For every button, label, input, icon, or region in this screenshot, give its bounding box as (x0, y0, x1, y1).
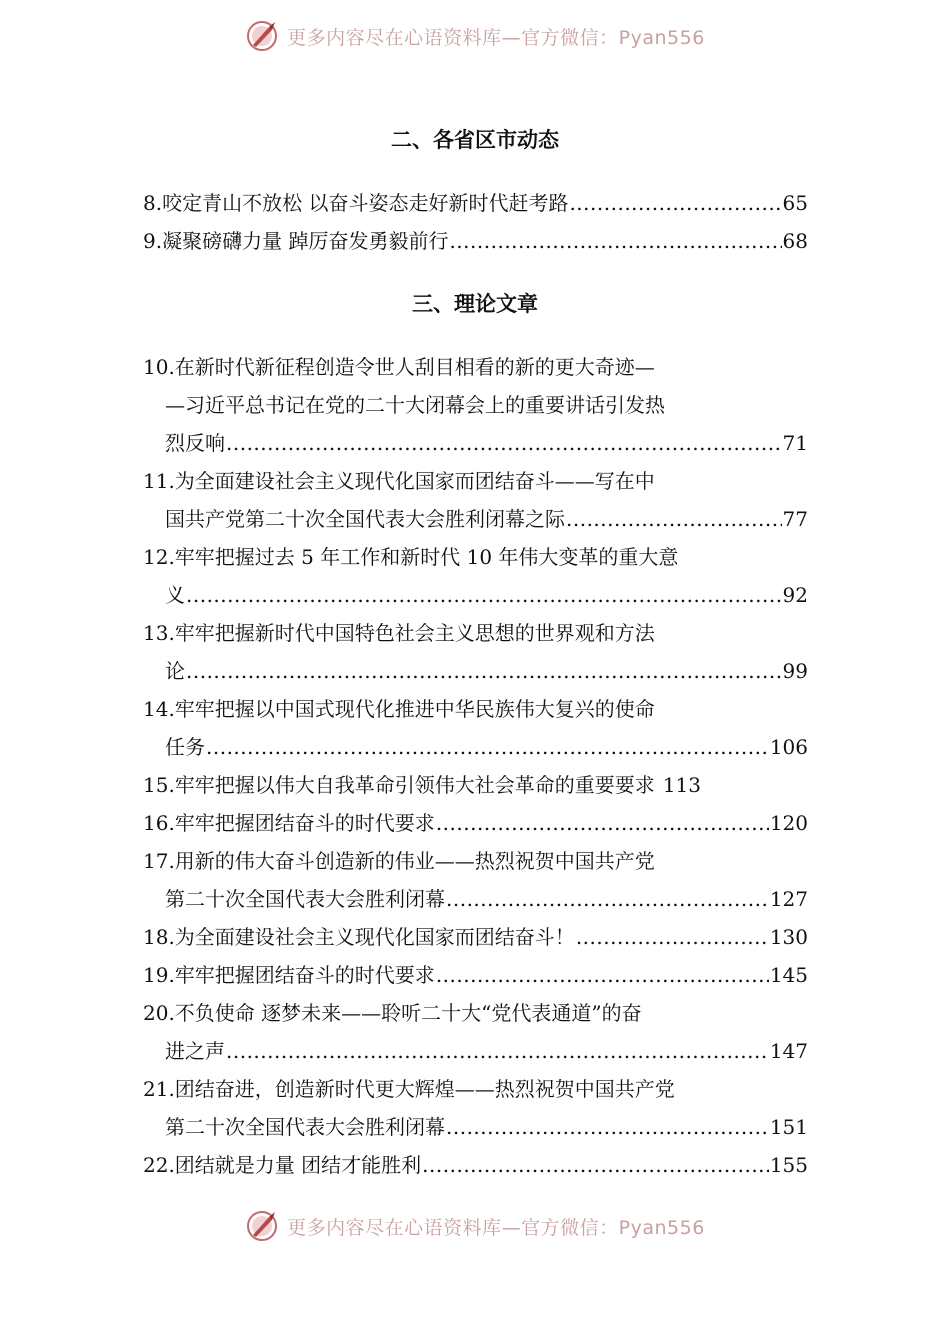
entry-title: 19.牢牢把握团结奋斗的时代要求 (143, 963, 435, 987)
dot-leader (569, 184, 781, 222)
toc-entry[interactable] (143, 690, 808, 766)
entry-page: 145 (769, 963, 808, 987)
entry-page: 113 (662, 773, 701, 797)
dot-leader (566, 500, 782, 538)
entry-title-line: 任务 (165, 735, 205, 759)
entry-title-line: 义 (165, 583, 185, 607)
watermark-text: 更多内容尽在心语资料库—官方微信：Pyan556 (287, 1216, 705, 1239)
toc-entry[interactable] (143, 994, 808, 1070)
entry-title-line: 10.在新时代新征程创造令世人刮目相看的新的更大奇迹— (143, 355, 655, 379)
entry-title-line: 论 (165, 659, 185, 683)
entry-page: 147 (769, 1039, 808, 1063)
entry-title-line: 第二十次全国代表大会胜利闭幕 (165, 887, 445, 911)
quill-pen-logo-icon (245, 19, 279, 53)
entry-page: 68 (782, 229, 808, 253)
entry-title: 9.凝聚磅礴力量 踔厉奋发勇毅前行 (143, 229, 449, 253)
entry-title: 16.牢牢把握团结奋斗的时代要求 (143, 811, 435, 835)
toc-entry[interactable] (143, 842, 808, 918)
toc-entry[interactable] (143, 956, 808, 994)
entry-title-line: 11.为全面建设社会主义现代化国家而团结奋斗——写在中 (143, 469, 655, 493)
entry-title: 18.为全面建设社会主义现代化国家而团结奋斗！ (143, 925, 575, 949)
entry-title: 22.团结就是力量 团结才能胜利 (143, 1153, 422, 1177)
toc-entry[interactable] (143, 918, 808, 956)
entry-page: 127 (769, 887, 808, 911)
toc-entry[interactable] (143, 1146, 808, 1184)
dot-leader (226, 424, 782, 462)
dot-leader (226, 1032, 769, 1070)
entry-page: 92 (782, 583, 808, 607)
entry-title: 15.牢牢把握以伟大自我革命引领伟大社会革命的重要要求 (143, 773, 655, 797)
footer-watermark (0, 1206, 950, 1246)
toc-entry[interactable] (143, 184, 808, 222)
dot-leader (422, 1146, 769, 1184)
dot-leader (436, 956, 769, 994)
dot-leader (446, 1108, 769, 1146)
toc-entry[interactable] (143, 348, 808, 462)
toc-section-provinces (143, 184, 808, 260)
entry-title-line: 烈反响 (165, 431, 225, 455)
entry-page: 65 (782, 191, 808, 215)
entry-title-line: 第二十次全国代表大会胜利闭幕 (165, 1115, 445, 1139)
entry-title-line: 国共产党第二十次全国代表大会胜利闭幕之际 (165, 507, 565, 531)
dot-leader (449, 222, 781, 260)
dot-leader (446, 880, 769, 918)
entry-page: 155 (769, 1153, 808, 1177)
dot-leader (576, 918, 769, 956)
entry-page: 151 (769, 1115, 808, 1139)
toc-entry[interactable] (143, 538, 808, 614)
entry-title-line: 20.不负使命 逐梦未来——聆听二十大“党代表通道”的奋 (143, 1001, 642, 1025)
entry-page: 130 (769, 925, 808, 949)
entry-title-line: 12.牢牢把握过去 5 年工作和新时代 10 年伟大变革的重大意 (143, 545, 679, 569)
entry-page: 77 (782, 507, 808, 531)
section-title-theory: 三、理论文章 (412, 292, 538, 316)
entry-title-line: 进之声 (165, 1039, 225, 1063)
toc-entry[interactable] (143, 222, 808, 260)
toc-entry[interactable] (143, 1070, 808, 1146)
dot-leader (186, 576, 782, 614)
entry-title-line: 13.牢牢把握新时代中国特色社会主义思想的世界观和方法 (143, 621, 655, 645)
toc-entry[interactable] (143, 614, 808, 690)
entry-title-line: 17.用新的伟大奋斗创造新的伟业——热烈祝贺中国共产党 (143, 849, 655, 873)
toc-entry[interactable] (143, 804, 808, 842)
toc-section-theory (143, 348, 808, 1184)
toc-entry[interactable] (143, 766, 808, 804)
entry-page: 99 (782, 659, 808, 683)
header-watermark (0, 16, 950, 56)
dot-leader (186, 652, 782, 690)
section-title-provinces: 二、各省区市动态 (391, 128, 559, 152)
watermark-text: 更多内容尽在心语资料库—官方微信：Pyan556 (287, 26, 705, 49)
toc-entry[interactable] (143, 462, 808, 538)
entry-title-line: —习近平总书记在党的二十大闭幕会上的重要讲话引发热 (165, 393, 665, 417)
entry-page: 71 (782, 431, 808, 455)
entry-page: 120 (769, 811, 808, 835)
entry-title-line: 21.团结奋进，创造新时代更大辉煌——热烈祝贺中国共产党 (143, 1077, 675, 1101)
quill-pen-logo-icon (245, 1209, 279, 1243)
dot-leader (436, 804, 769, 842)
dot-leader (206, 728, 769, 766)
entry-title: 8.咬定青山不放松 以奋斗姿态走好新时代赶考路 (143, 191, 569, 215)
entry-page: 106 (769, 735, 808, 759)
entry-title-line: 14.牢牢把握以中国式现代化推进中华民族伟大复兴的使命 (143, 697, 655, 721)
